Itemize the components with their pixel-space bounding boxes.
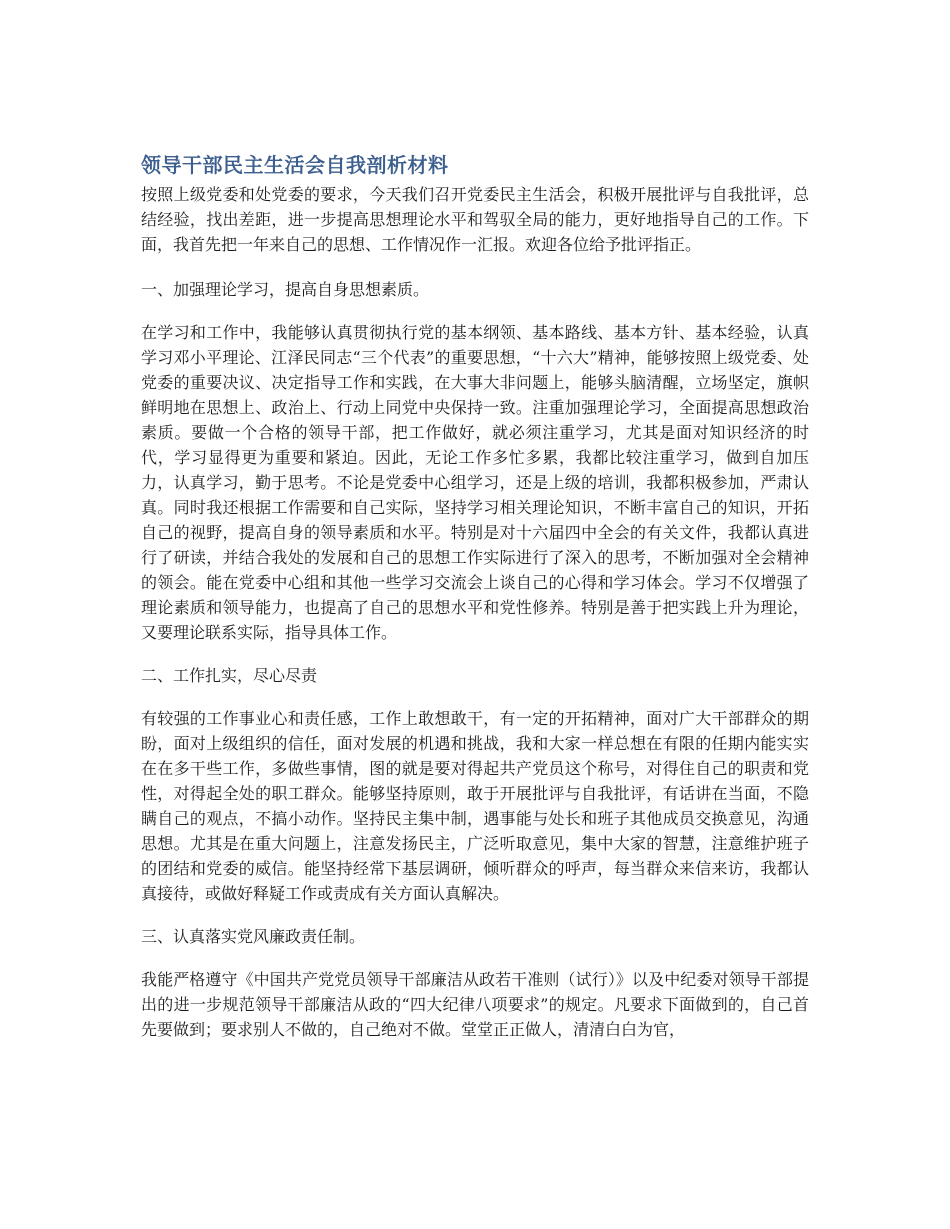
document-title: 领导干部民主生活会自我剖析材料: [141, 153, 449, 177]
intro-paragraph: 按照上级党委和处党委的要求，今天我们召开党委民主生活会，积极开展批评与自我批评，总结经验，找出差距，进一步提高思想理论水平和驾驭全局的能力，更好地指导自己的工作。下面，我首先把一年来自己的思想、工作情况作一汇报。欢迎各位给予批评指正。: [141, 185, 809, 254]
section-1-heading: 一、加强理论学习，提高自身思想素质。: [141, 280, 430, 299]
section-3-heading: 三、认真落实党风廉政责任制。: [141, 927, 366, 946]
document-page: [141, 150, 809, 1060]
section-2-heading: 二、工作扎实，尽心尽责: [141, 666, 318, 685]
section-3-body: 我能严格遵守《中国共产党党员领导干部廉洁从政若干准则（试行）》以及中纪委对领导干部提出的进一步规范领导干部廉洁从政的“四大纪律八项要求”的规定。凡要求下面做到的，自己首先要做到；要求别人不做的，自己绝对不做。堂堂正正做人，清清白白为官，: [141, 970, 809, 1039]
section-2-body: 有较强的工作事业心和责任感，工作上敢想敢干，有一定的开拓精神，面对广大干部群众的期盼，面对上级组织的信任，面对发展的机遇和挑战，我和大家一样总想在有限的任期内能实实在在多干些工作，多做些事情，图的就是要对得起共产党员这个称号，对得住自己的职责和党性，对得起全处的职工群众。能够坚持原则，敢于开展批评与自我批评，有话讲在当面，不隐瞒自己的观点，不搞小动作。坚持民主集中制，遇事能与处长和班子其他成员交换意见，沟通思想。尤其是在重大问题上，注意发扬民主，广泛听取意见，集中大家的智慧，注意维护班子的团结和党委的威信。能坚持经常下基层调研，倾听群众的呼声，每当群众来信来访，我都认真接待，或做好释疑工作或责成有关方面认真解决。: [141, 709, 809, 903]
section-1-body: 在学习和工作中，我能够认真贯彻执行党的基本纲领、基本路线、基本方针、基本经验，认真学习邓小平理论、江泽民同志“三个代表”的重要思想，“十六大”精神，能够按照上级党委、处党委的重要决议、决定指导工作和实践，在大事大非问题上，能够头脑清醒，立场坚定，旗帜鲜明地在思想上、政治上、行动上同党中央保持一致。注重加强理论学习，全面提高思想政治素质。要做一个合格的领导干部，把工作做好，就必须注重学习，尤其是面对知识经济的时代，学习显得更为重要和紧迫。因此，无论工作多忙多累，我都比较注重学习，做到自加压力，认真学习，勤于思考。不论是党委中心组学习，还是上级的培训，我都积极参加，严肃认真。同时我还根据工作需要和自己实际，坚持学习相关理论知识，不断丰富自己的知识，开拓自己的视野，提高自身的领导素质和水平。特别是对十六届四中全会的有关文件，我都认真进行了研读，并结合我处的发展和自己的思想工作实际进行了深入的思考，不断加强对全会精神的领会。能在党委中心组和其他一些学习交流会上谈自己的心得和学习体会。学习不仅增强了理论素质和领导能力，也提高了自己的思想水平和党性修养。特别是善于把实践上升为理论，又要理论联系实际，指导具体工作。: [141, 323, 809, 642]
